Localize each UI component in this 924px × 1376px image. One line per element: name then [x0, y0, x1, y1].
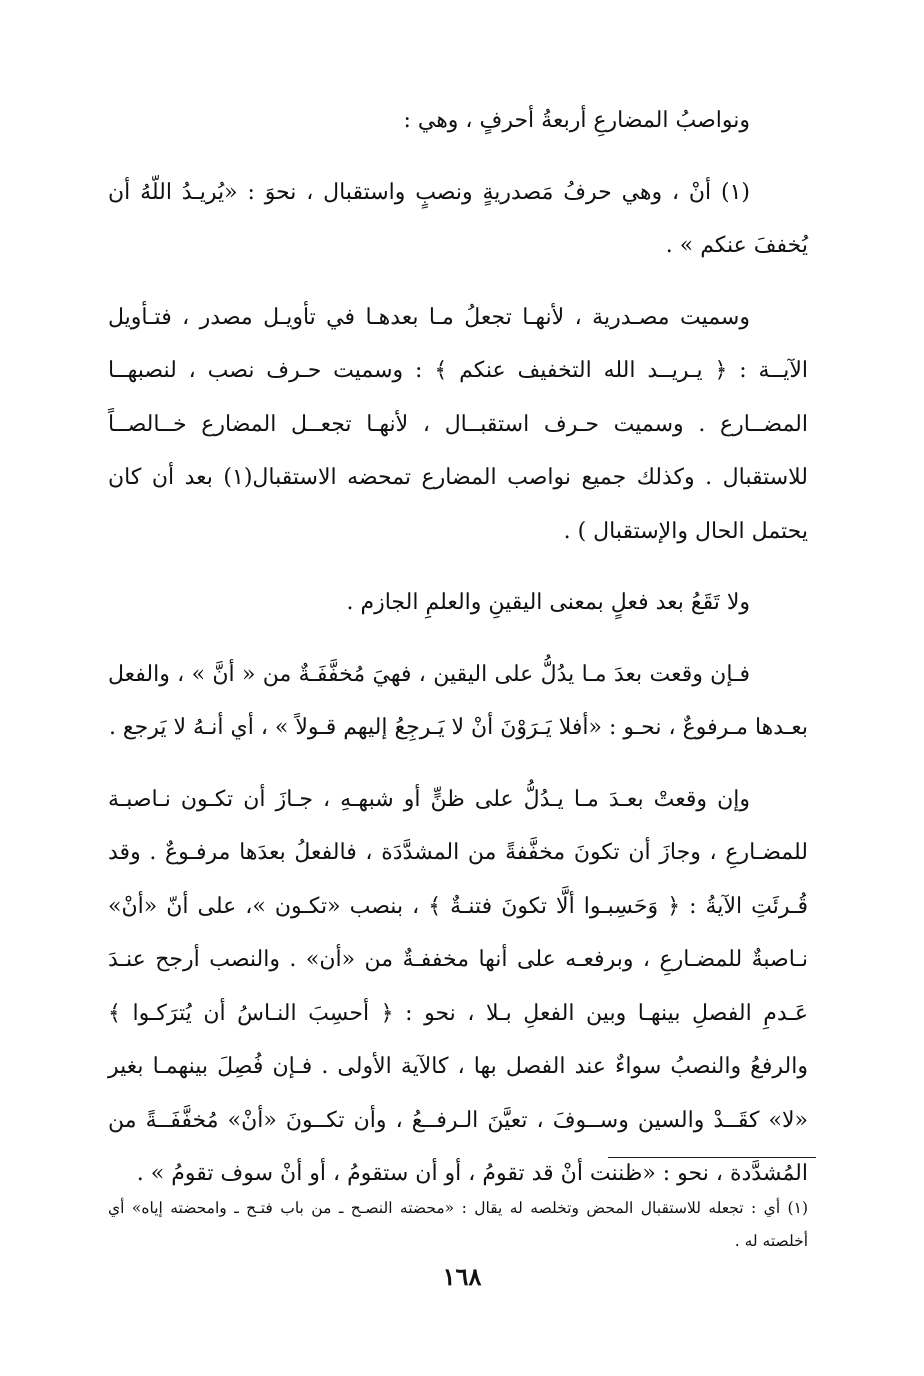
- paragraph-intro: ونواصبُ المضارعِ أربعةُ أحرفٍ ، وهي :: [403, 108, 750, 133]
- page-number: ١٦٨: [442, 1262, 482, 1291]
- main-text: [108, 94, 808, 1201]
- footnote-divider: [608, 1157, 816, 1158]
- paragraph-after-doubt: وإن وقعتْ بعـدَ مـا يـدُلُّ على ظنٍّ أو شبهـهِ ، جـازَ أن تكـون نـاصبـة للمضـارعِ ، وجازَ أن تكونَ مخفَّفةً من المشدَّدَة ، فالفعلُ بعدَها مرفـوعٌ . وقد قُـرئَتِ الآيةُ : ﴿ وَحَسِبـوا ألَّا تكونَ فتنـةٌ ﴾ ، بنصب «تكـون »، على أنّ «أنْ» نـاصبةٌ للمضـارعِ ، وبرفعـه على أنها مخففـةٌ من «أن» . والنصب أرجح عنـدَ عَـدمِ الفصلِ بينهـا وبين الفعلِ بـلا ، نحو : ﴿ أحسِبَ النـاسُ أن يُترَكـوا ﴾ والرفعُ والنصبُ سواءٌ عند الفصل بها ، كالآية الأولى . فـإن فُصِلَ بينهمـا بغير «لا» كقَــدْ والسين وســوفَ ، تعيَّنَ الـرفــعُ ، وأن تكــونَ «أنْ» مُخفَّفَــةً من المُشدَّدة ، نحو : «ظننت أنْ قد تقومُ ، أو أن ستقومُ ، أو أنْ سوف تقومُ » .: [108, 786, 808, 1186]
- paragraph-naming: وسميت مصـدرية ، لأنهـا تجعلُ مـا بعدهـا في تأويـل مصدر ، فتـأويل الآيــة : ﴿ يـريــد الله التخفيف عنكم ﴾ : وسميت حـرف نصب ، لنصبهــا المضــارع . وسميت حـرف استقبــال ، لأنهـا تجعــل المضارع خــالصــاً للاستقبال . وكذلك جميع نواصب المضارع تمحضه الاستقبال(١) بعد أن كان يحتمل الحال والإستقبال ) .: [108, 304, 809, 544]
- footnote: (١) أي : تجعله للاستقبال المحض وتخلصه له يقال : «محضته النصـح ـ من باب فتـح ـ وامحضته إياه» أي أخلصته له .: [108, 1198, 808, 1250]
- paragraph-an-definition: (١) أنْ ، وهي حرفُ مَصدريةٍ ونصبٍ واستقبال ، نحوَ : «يُريـدُ اللّهُ أن يُخففَ عنكم » .: [108, 179, 808, 258]
- paragraph-certainty-rule: ولا تَقَعُ بعد فعلٍ بمعنى اليقينِ والعلمِ الجازم .: [346, 590, 750, 615]
- paragraph-after-certainty: فـإن وقعت بعدَ مـا يدُلُّ على اليقين ، فهيَ مُخفَّفَـةٌ من « أنَّ » ، والفعل بعـدها مـرفوعٌ ، نحـو : «أفلا يَـرَوْنَ أنْ لا يَـرجِعُ إليهم قـولاً » ، أي أنـهُ لا يَرجع .: [108, 661, 808, 740]
